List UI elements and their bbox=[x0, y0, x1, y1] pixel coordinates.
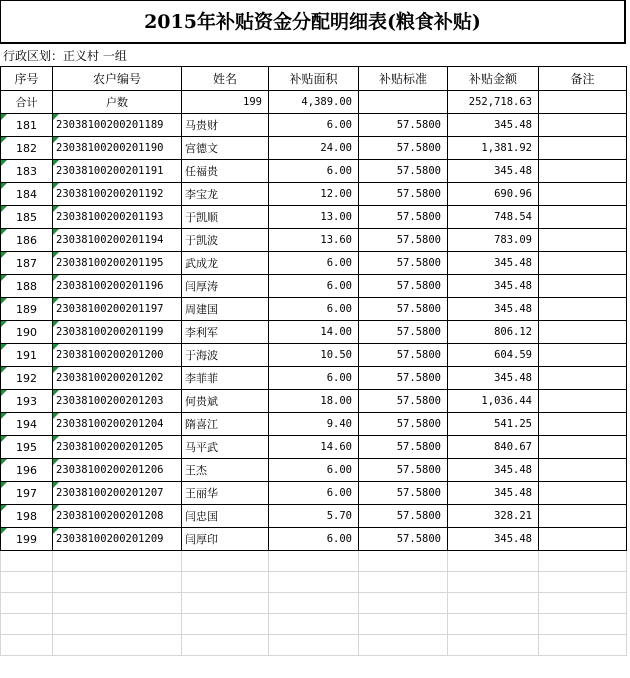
farmer-id[interactable]: 23038100200201207 bbox=[53, 482, 182, 505]
empty-cell[interactable] bbox=[269, 614, 359, 635]
remark-cell[interactable] bbox=[539, 160, 627, 183]
region-label: 行政区划：正义村 一组 bbox=[3, 49, 127, 63]
empty-cell[interactable] bbox=[1, 551, 53, 572]
farmer-id[interactable]: 23038100200201208 bbox=[53, 505, 182, 528]
table-row bbox=[1, 528, 627, 551]
empty-cell[interactable] bbox=[539, 635, 627, 656]
subsidy-standard[interactable]: 57.5800 bbox=[359, 206, 448, 229]
subsidy-amount[interactable]: 345.48 bbox=[448, 482, 539, 505]
subsidy-standard[interactable]: 57.5800 bbox=[359, 505, 448, 528]
remark-cell[interactable] bbox=[539, 344, 627, 367]
subsidy-amount[interactable]: 748.54 bbox=[448, 206, 539, 229]
subsidy-table bbox=[0, 66, 627, 656]
table-row bbox=[1, 413, 627, 436]
subsidy-area[interactable]: 6.00 bbox=[269, 114, 359, 137]
empty-cell[interactable] bbox=[448, 551, 539, 572]
subsidy-amount[interactable]: 345.48 bbox=[448, 298, 539, 321]
farmer-name[interactable]: 于凯顺 bbox=[182, 206, 269, 229]
empty-cell[interactable] bbox=[53, 572, 182, 593]
row-number[interactable]: 197 bbox=[1, 482, 53, 505]
empty-cell[interactable] bbox=[448, 593, 539, 614]
farmer-id[interactable]: 23038100200201195 bbox=[53, 252, 182, 275]
households-count[interactable]: 199 bbox=[182, 91, 269, 114]
header-name: 姓名 bbox=[182, 67, 269, 91]
remark-cell[interactable] bbox=[539, 482, 627, 505]
subsidy-area[interactable]: 14.60 bbox=[269, 436, 359, 459]
subsidy-area[interactable]: 13.60 bbox=[269, 229, 359, 252]
empty-cell[interactable] bbox=[269, 551, 359, 572]
farmer-name[interactable]: 武成龙 bbox=[182, 252, 269, 275]
empty-cell[interactable] bbox=[53, 593, 182, 614]
empty-cell[interactable] bbox=[53, 614, 182, 635]
header-amount: 补贴金额 bbox=[448, 67, 539, 91]
empty-cell[interactable] bbox=[539, 551, 627, 572]
remark-cell[interactable] bbox=[539, 114, 627, 137]
farmer-id[interactable]: 23038100200201206 bbox=[53, 459, 182, 482]
empty-cell[interactable] bbox=[448, 614, 539, 635]
row-number[interactable]: 189 bbox=[1, 298, 53, 321]
subsidy-standard[interactable]: 57.5800 bbox=[359, 528, 448, 551]
subsidy-standard[interactable]: 57.5800 bbox=[359, 114, 448, 137]
subsidy-amount[interactable]: 345.48 bbox=[448, 528, 539, 551]
subsidy-standard[interactable]: 57.5800 bbox=[359, 298, 448, 321]
subsidy-area[interactable]: 6.00 bbox=[269, 298, 359, 321]
header-standard: 补贴标准 bbox=[359, 67, 448, 91]
empty-cell[interactable] bbox=[182, 593, 269, 614]
subsidy-standard[interactable]: 57.5800 bbox=[359, 252, 448, 275]
subsidy-amount[interactable]: 328.21 bbox=[448, 505, 539, 528]
farmer-name[interactable]: 李菲菲 bbox=[182, 367, 269, 390]
empty-cell[interactable] bbox=[359, 551, 448, 572]
farmer-id[interactable]: 23038100200201193 bbox=[53, 206, 182, 229]
empty-cell[interactable] bbox=[448, 635, 539, 656]
empty-cell[interactable] bbox=[1, 614, 53, 635]
empty-cell[interactable] bbox=[182, 635, 269, 656]
row-number[interactable]: 191 bbox=[1, 344, 53, 367]
table-row bbox=[1, 114, 627, 137]
farmer-name[interactable]: 马贵财 bbox=[182, 114, 269, 137]
farmer-name[interactable]: 闫厚涛 bbox=[182, 275, 269, 298]
table-row bbox=[1, 482, 627, 505]
row-number[interactable]: 185 bbox=[1, 206, 53, 229]
farmer-id[interactable]: 23038100200201192 bbox=[53, 183, 182, 206]
farmer-name[interactable]: 马平武 bbox=[182, 436, 269, 459]
row-number[interactable]: 194 bbox=[1, 413, 53, 436]
row-number[interactable]: 182 bbox=[1, 137, 53, 160]
empty-cell[interactable] bbox=[182, 551, 269, 572]
farmer-id[interactable]: 23038100200201191 bbox=[53, 160, 182, 183]
remark-cell[interactable] bbox=[539, 459, 627, 482]
subsidy-area[interactable]: 24.00 bbox=[269, 137, 359, 160]
subsidy-area[interactable]: 12.00 bbox=[269, 183, 359, 206]
farmer-name[interactable]: 周建国 bbox=[182, 298, 269, 321]
header-area: 补贴面积 bbox=[269, 67, 359, 91]
remark-cell[interactable] bbox=[539, 252, 627, 275]
remark-cell[interactable] bbox=[539, 298, 627, 321]
empty-cell[interactable] bbox=[359, 614, 448, 635]
farmer-name[interactable]: 宫德文 bbox=[182, 137, 269, 160]
subsidy-standard[interactable]: 57.5800 bbox=[359, 436, 448, 459]
table-row bbox=[1, 275, 627, 298]
farmer-id[interactable]: 23038100200201205 bbox=[53, 436, 182, 459]
subsidy-standard[interactable]: 57.5800 bbox=[359, 459, 448, 482]
farmer-id[interactable]: 23038100200201196 bbox=[53, 275, 182, 298]
remark-cell[interactable] bbox=[539, 229, 627, 252]
subsidy-amount[interactable]: 690.96 bbox=[448, 183, 539, 206]
farmer-id[interactable]: 23038100200201203 bbox=[53, 390, 182, 413]
subsidy-standard[interactable]: 57.5800 bbox=[359, 390, 448, 413]
empty-cell[interactable] bbox=[269, 593, 359, 614]
table-row bbox=[1, 298, 627, 321]
subsidy-area[interactable]: 10.50 bbox=[269, 344, 359, 367]
empty-row bbox=[1, 635, 627, 656]
subsidy-amount[interactable]: 345.48 bbox=[448, 252, 539, 275]
row-number[interactable]: 190 bbox=[1, 321, 53, 344]
farmer-id[interactable]: 23038100200201200 bbox=[53, 344, 182, 367]
farmer-name[interactable]: 王丽华 bbox=[182, 482, 269, 505]
farmer-id[interactable]: 23038100200201194 bbox=[53, 229, 182, 252]
total-remark-cell[interactable] bbox=[539, 91, 627, 114]
row-number[interactable]: 192 bbox=[1, 367, 53, 390]
subsidy-amount[interactable]: 345.48 bbox=[448, 275, 539, 298]
farmer-id[interactable]: 23038100200201209 bbox=[53, 528, 182, 551]
empty-cell[interactable] bbox=[269, 635, 359, 656]
subsidy-amount[interactable]: 541.25 bbox=[448, 413, 539, 436]
row-number[interactable]: 186 bbox=[1, 229, 53, 252]
title-gap bbox=[626, 0, 630, 44]
empty-cell[interactable] bbox=[539, 572, 627, 593]
remark-cell[interactable] bbox=[539, 206, 627, 229]
row-number[interactable]: 195 bbox=[1, 436, 53, 459]
remark-cell[interactable] bbox=[539, 321, 627, 344]
total-label[interactable]: 合计 bbox=[1, 91, 53, 114]
empty-cell[interactable] bbox=[1, 572, 53, 593]
subsidy-area[interactable]: 6.00 bbox=[269, 528, 359, 551]
table-row bbox=[1, 183, 627, 206]
remark-cell[interactable] bbox=[539, 367, 627, 390]
empty-cell[interactable] bbox=[359, 593, 448, 614]
header-row bbox=[1, 67, 627, 91]
empty-cell[interactable] bbox=[359, 572, 448, 593]
subsidy-standard[interactable]: 57.5800 bbox=[359, 160, 448, 183]
subsidy-amount[interactable]: 783.09 bbox=[448, 229, 539, 252]
table-row bbox=[1, 505, 627, 528]
subsidy-area[interactable]: 14.00 bbox=[269, 321, 359, 344]
subsidy-standard[interactable]: 57.5800 bbox=[359, 229, 448, 252]
farmer-name[interactable]: 隋喜江 bbox=[182, 413, 269, 436]
subsidy-area[interactable]: 13.00 bbox=[269, 206, 359, 229]
farmer-name[interactable]: 李宝龙 bbox=[182, 183, 269, 206]
subsidy-standard[interactable]: 57.5800 bbox=[359, 367, 448, 390]
empty-cell[interactable] bbox=[539, 614, 627, 635]
remark-cell[interactable] bbox=[539, 436, 627, 459]
header-no: 序号 bbox=[1, 67, 53, 91]
subsidy-standard[interactable]: 57.5800 bbox=[359, 275, 448, 298]
empty-row bbox=[1, 593, 627, 614]
subsidy-amount[interactable]: 840.67 bbox=[448, 436, 539, 459]
empty-cell[interactable] bbox=[359, 635, 448, 656]
farmer-id[interactable]: 23038100200201202 bbox=[53, 367, 182, 390]
subsidy-amount[interactable]: 806.12 bbox=[448, 321, 539, 344]
table-row bbox=[1, 390, 627, 413]
households-label[interactable]: 户数 bbox=[53, 91, 182, 114]
subsidy-amount[interactable]: 345.48 bbox=[448, 160, 539, 183]
table-row bbox=[1, 344, 627, 367]
farmer-id[interactable]: 23038100200201197 bbox=[53, 298, 182, 321]
farmer-name[interactable]: 于凯波 bbox=[182, 229, 269, 252]
empty-cell[interactable] bbox=[269, 572, 359, 593]
header-remark: 备注 bbox=[539, 67, 627, 91]
empty-row bbox=[1, 614, 627, 635]
empty-cell[interactable] bbox=[53, 635, 182, 656]
farmer-name[interactable]: 李利军 bbox=[182, 321, 269, 344]
empty-cell[interactable] bbox=[1, 635, 53, 656]
header-id: 农户编号 bbox=[53, 67, 182, 91]
table-row bbox=[1, 459, 627, 482]
row-number[interactable]: 184 bbox=[1, 183, 53, 206]
farmer-name[interactable]: 闫忠国 bbox=[182, 505, 269, 528]
subsidy-area[interactable]: 18.00 bbox=[269, 390, 359, 413]
subsidy-amount[interactable]: 604.59 bbox=[448, 344, 539, 367]
table-row bbox=[1, 436, 627, 459]
farmer-name[interactable]: 闫厚印 bbox=[182, 528, 269, 551]
subsidy-standard[interactable]: 57.5800 bbox=[359, 137, 448, 160]
subsidy-standard[interactable]: 57.5800 bbox=[359, 344, 448, 367]
subsidy-amount[interactable]: 345.48 bbox=[448, 459, 539, 482]
remark-cell[interactable] bbox=[539, 275, 627, 298]
row-number[interactable]: 187 bbox=[1, 252, 53, 275]
subsidy-area[interactable]: 5.70 bbox=[269, 505, 359, 528]
empty-cell[interactable] bbox=[182, 572, 269, 593]
row-number[interactable]: 196 bbox=[1, 459, 53, 482]
total-row bbox=[1, 91, 627, 114]
table-row bbox=[1, 137, 627, 160]
table-row bbox=[1, 160, 627, 183]
empty-cell[interactable] bbox=[448, 572, 539, 593]
remark-cell[interactable] bbox=[539, 528, 627, 551]
subsidy-standard[interactable]: 57.5800 bbox=[359, 482, 448, 505]
farmer-name[interactable]: 任福贵 bbox=[182, 160, 269, 183]
empty-row bbox=[1, 551, 627, 572]
subsidy-standard[interactable]: 57.5800 bbox=[359, 183, 448, 206]
farmer-name[interactable]: 何贵斌 bbox=[182, 390, 269, 413]
table-row bbox=[1, 252, 627, 275]
farmer-name[interactable]: 王杰 bbox=[182, 459, 269, 482]
farmer-id[interactable]: 23038100200201199 bbox=[53, 321, 182, 344]
subsidy-area[interactable]: 6.00 bbox=[269, 252, 359, 275]
table-row bbox=[1, 206, 627, 229]
remark-cell[interactable] bbox=[539, 413, 627, 436]
remark-cell[interactable] bbox=[539, 505, 627, 528]
remark-cell[interactable] bbox=[539, 390, 627, 413]
empty-cell[interactable] bbox=[53, 551, 182, 572]
subsidy-area[interactable]: 6.00 bbox=[269, 160, 359, 183]
farmer-id[interactable]: 23038100200201190 bbox=[53, 137, 182, 160]
total-standard-cell[interactable] bbox=[359, 91, 448, 114]
empty-cell[interactable] bbox=[539, 593, 627, 614]
subsidy-amount[interactable]: 345.48 bbox=[448, 114, 539, 137]
subsidy-standard[interactable]: 57.5800 bbox=[359, 321, 448, 344]
farmer-name[interactable]: 于海波 bbox=[182, 344, 269, 367]
table-row bbox=[1, 229, 627, 252]
row-number[interactable]: 198 bbox=[1, 505, 53, 528]
subsidy-amount[interactable]: 1,381.92 bbox=[448, 137, 539, 160]
empty-cell[interactable] bbox=[182, 614, 269, 635]
row-number[interactable]: 193 bbox=[1, 390, 53, 413]
subsidy-area[interactable]: 6.00 bbox=[269, 459, 359, 482]
subsidy-area[interactable]: 9.40 bbox=[269, 413, 359, 436]
table-row bbox=[1, 367, 627, 390]
subsidy-amount[interactable]: 1,036.44 bbox=[448, 390, 539, 413]
table-row bbox=[1, 321, 627, 344]
total-area[interactable]: 4,389.00 bbox=[269, 91, 359, 114]
subsidy-standard[interactable]: 57.5800 bbox=[359, 413, 448, 436]
total-amount[interactable]: 252,718.63 bbox=[448, 91, 539, 114]
farmer-id[interactable]: 23038100200201204 bbox=[53, 413, 182, 436]
empty-cell[interactable] bbox=[1, 593, 53, 614]
row-number[interactable]: 199 bbox=[1, 528, 53, 551]
sheet-title: 2015年补贴资金分配明细表(粮食补贴) bbox=[0, 0, 626, 44]
remark-cell[interactable] bbox=[539, 183, 627, 206]
row-number[interactable]: 183 bbox=[1, 160, 53, 183]
subsidy-area[interactable]: 6.00 bbox=[269, 482, 359, 505]
empty-row bbox=[1, 572, 627, 593]
subsidy-area[interactable]: 6.00 bbox=[269, 367, 359, 390]
subsidy-area[interactable]: 6.00 bbox=[269, 275, 359, 298]
row-number[interactable]: 188 bbox=[1, 275, 53, 298]
subsidy-amount[interactable]: 345.48 bbox=[448, 367, 539, 390]
farmer-id[interactable]: 23038100200201189 bbox=[53, 114, 182, 137]
remark-cell[interactable] bbox=[539, 137, 627, 160]
row-number[interactable]: 181 bbox=[1, 114, 53, 137]
